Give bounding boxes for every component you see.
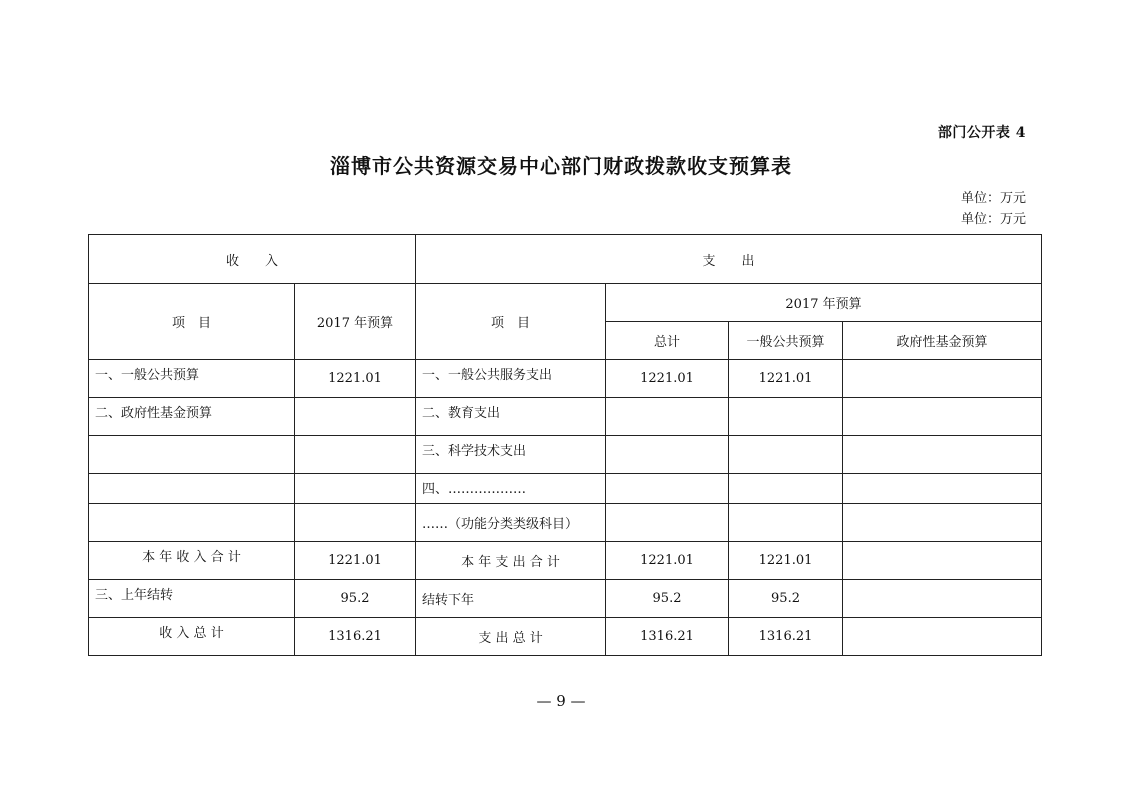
expense-fund xyxy=(843,580,1042,618)
expense-fund xyxy=(843,504,1042,542)
expense-subtotal-label: 本 年 支 出 合 计 xyxy=(416,542,606,580)
table-row xyxy=(89,398,1042,436)
income-item: 三、上年结转 xyxy=(89,580,295,618)
expense-general: 1221.01 xyxy=(729,542,843,580)
table-row xyxy=(89,436,1042,474)
unit-label: 单位：万元 xyxy=(960,212,1026,227)
page-title: 淄博市公共资源交易中心部门财政拨款收支预算表 xyxy=(330,154,792,178)
expense-item-header: 项 目 xyxy=(416,284,606,360)
income-item: 二、政府性基金预算 xyxy=(89,398,295,436)
expense-section-header: 支 出 xyxy=(416,235,1042,284)
unit-label: 单位：万元 xyxy=(960,191,1026,206)
expense-fund xyxy=(843,398,1042,436)
income-value: 1221.01 xyxy=(295,542,416,580)
income-item xyxy=(89,436,295,474)
expense-general: 95.2 xyxy=(729,580,843,618)
income-value xyxy=(295,398,416,436)
expense-general xyxy=(729,474,843,504)
expense-grand-total-label: 支 出 总 计 xyxy=(416,618,606,656)
expense-total: 95.2 xyxy=(606,580,729,618)
total-header: 总计 xyxy=(606,322,729,360)
expense-total xyxy=(606,398,729,436)
expense-fund xyxy=(843,542,1042,580)
expense-total xyxy=(606,474,729,504)
budget-table xyxy=(88,234,1042,656)
income-item: 一、一般公共预算 xyxy=(89,360,295,398)
table-row xyxy=(89,542,1042,580)
income-item-header: 项 目 xyxy=(89,284,295,360)
table-row xyxy=(89,504,1042,542)
income-item xyxy=(89,504,295,542)
expense-general: 1221.01 xyxy=(729,360,843,398)
expense-general xyxy=(729,504,843,542)
expense-item: 结转下年 xyxy=(416,580,606,618)
income-value xyxy=(295,504,416,542)
form-number-label: 部门公开表 4 xyxy=(937,125,1026,141)
income-grand-total-label: 收 入 总 计 xyxy=(89,618,295,656)
expense-total xyxy=(606,504,729,542)
expense-total xyxy=(606,436,729,474)
expense-item: ……（功能分类类级科目） xyxy=(416,504,606,542)
expense-item: 一、一般公共服务支出 xyxy=(416,360,606,398)
expense-item: 二、教育支出 xyxy=(416,398,606,436)
income-budget-header: 2017 年预算 xyxy=(295,284,416,360)
expense-total: 1221.01 xyxy=(606,360,729,398)
expense-general xyxy=(729,436,843,474)
expense-fund xyxy=(843,618,1042,656)
table-row xyxy=(89,474,1042,504)
income-value: 1316.21 xyxy=(295,618,416,656)
expense-general: 1316.21 xyxy=(729,618,843,656)
income-value: 95.2 xyxy=(295,580,416,618)
expense-total: 1316.21 xyxy=(606,618,729,656)
expense-fund xyxy=(843,360,1042,398)
income-section-header: 收 入 xyxy=(89,235,416,284)
income-value xyxy=(295,436,416,474)
expense-general xyxy=(729,398,843,436)
income-value xyxy=(295,474,416,504)
expense-budget-header: 2017 年预算 xyxy=(606,284,1042,322)
income-subtotal-label: 本 年 收 入 合 计 xyxy=(89,542,295,580)
expense-item: 四、……………… xyxy=(416,474,606,504)
general-budget-header: 一般公共预算 xyxy=(729,322,843,360)
page-number: — 9 — xyxy=(536,692,586,710)
income-item xyxy=(89,474,295,504)
expense-fund xyxy=(843,436,1042,474)
fund-budget-header: 政府性基金预算 xyxy=(843,322,1042,360)
expense-item: 三、科学技术支出 xyxy=(416,436,606,474)
expense-total: 1221.01 xyxy=(606,542,729,580)
income-value: 1221.01 xyxy=(295,360,416,398)
table-row xyxy=(89,580,1042,618)
table-row xyxy=(89,360,1042,398)
expense-fund xyxy=(843,474,1042,504)
table-row xyxy=(89,618,1042,656)
